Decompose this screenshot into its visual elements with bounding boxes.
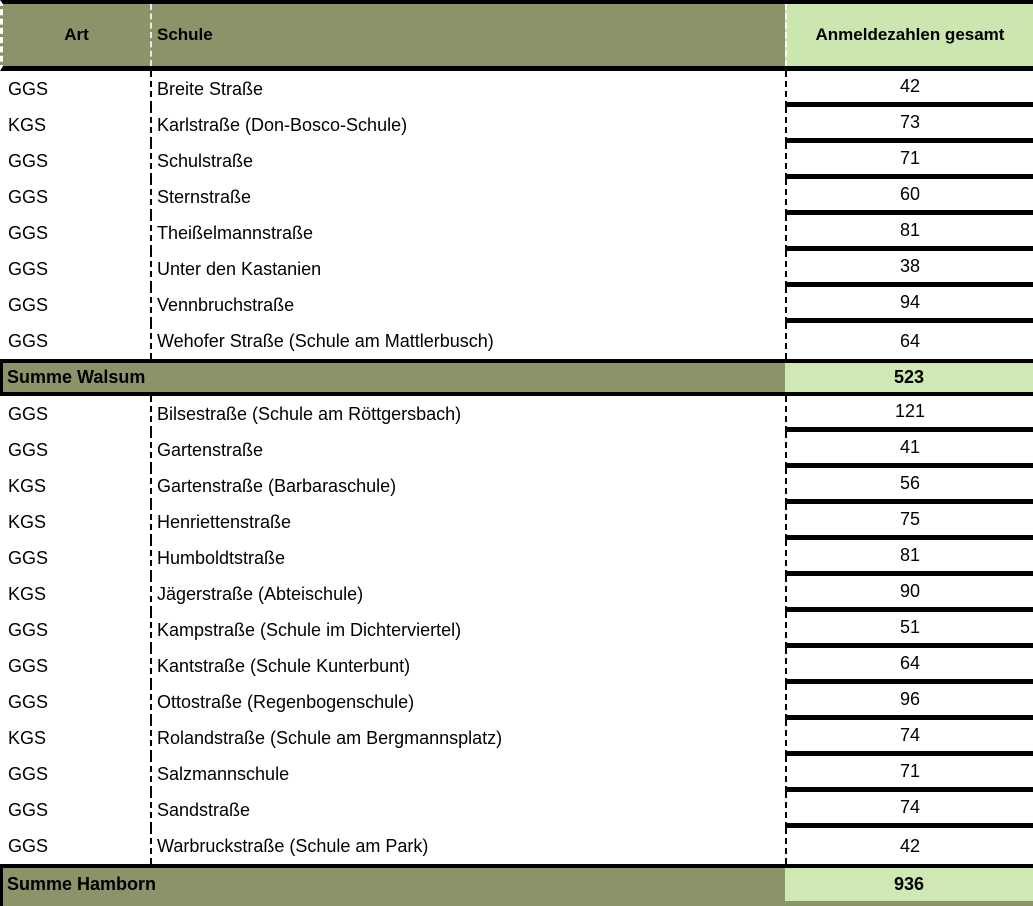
schule-cell: Schulstraße [150,143,785,179]
schule-cell: Breite Straße [150,71,785,107]
table-row [0,107,1033,143]
art-cell: GGS [8,330,49,351]
art-cell: GGS [8,294,49,315]
anmeldezahl-cell: 42 [785,828,1033,864]
anmeldezahl-cell: 51 [785,612,1033,648]
table-row [0,215,1033,251]
anmeldezahl-cell: 56 [785,468,1033,504]
anmeldezahl-cell: 96 [785,684,1033,720]
table-row [0,504,1033,540]
table-row [0,251,1033,287]
schule-cell: Kantstraße (Schule Kunterbunt) [150,648,785,684]
summary-label: Summe Hamborn [7,874,157,894]
schule-cell: Wehofer Straße (Schule am Mattlerbusch) [150,323,785,359]
summary-row [0,359,1033,396]
anmeldezahl-cell: 94 [785,287,1033,323]
anmeldezahl-cell: 64 [785,323,1033,359]
art-cell: GGS [8,222,49,243]
anmeldezahl-cell: 71 [785,143,1033,179]
table-row [0,576,1033,612]
art-cell: KGS [8,583,47,604]
art-cell: GGS [8,186,49,207]
column-header-schule: Schule [150,4,785,66]
table-header-row [0,0,1033,71]
table-body [0,71,1033,906]
art-cell: GGS [8,403,49,424]
anmeldezahl-cell: 71 [785,756,1033,792]
column-header-art: Art [64,25,89,44]
table-row [0,396,1033,432]
art-cell: GGS [8,691,49,712]
table-row [0,648,1033,684]
art-cell: GGS [8,78,49,99]
anmeldezahl-cell: 41 [785,432,1033,468]
art-cell: KGS [8,475,47,496]
table-row [0,828,1033,864]
table-row [0,540,1033,576]
anmeldezahl-cell: 81 [785,540,1033,576]
art-cell: GGS [8,439,49,460]
anmeldezahl-cell: 81 [785,215,1033,251]
art-cell: GGS [8,835,49,856]
table-row [0,71,1033,107]
schule-cell: Rolandstraße (Schule am Bergmannsplatz) [150,720,785,756]
schule-cell: Sternstraße [150,179,785,215]
table-row [0,684,1033,720]
anmeldezahl-cell: 60 [785,179,1033,215]
anmeldezahl-cell: 73 [785,107,1033,143]
table-row [0,792,1033,828]
schule-cell: Ottostraße (Regenbogenschule) [150,684,785,720]
summary-row [0,864,1033,906]
art-cell: KGS [8,114,47,135]
anmeldezahl-cell: 75 [785,504,1033,540]
schule-cell: Jägerstraße (Abteischule) [150,576,785,612]
schule-cell: Warbruckstraße (Schule am Park) [150,828,785,864]
table-row [0,179,1033,215]
anmeldezahl-cell: 38 [785,251,1033,287]
schule-cell: Gartenstraße (Barbaraschule) [150,468,785,504]
table-row [0,612,1033,648]
schule-cell: Humboldtstraße [150,540,785,576]
anmeldezahl-cell: 64 [785,648,1033,684]
table-row [0,756,1033,792]
summary-value: 523 [785,363,1033,392]
art-cell: KGS [8,727,47,748]
summary-value: 936 [785,868,1033,901]
art-cell: GGS [8,150,49,171]
art-cell: GGS [8,619,49,640]
column-header-anmeldezahlen-gesamt: Anmeldezahlen gesamt [785,4,1033,66]
schule-cell: Sandstraße [150,792,785,828]
art-cell: KGS [8,511,47,532]
schule-cell: Unter den Kastanien [150,251,785,287]
schule-cell: Henriettenstraße [150,504,785,540]
table-row [0,143,1033,179]
art-cell: GGS [8,258,49,279]
schule-cell: Kampstraße (Schule im Dichterviertel) [150,612,785,648]
anmeldezahl-cell: 121 [785,396,1033,432]
schule-cell: Bilsestraße (Schule am Röttgersbach) [150,396,785,432]
table-row [0,720,1033,756]
schule-cell: Gartenstraße [150,432,785,468]
anmeldezahl-cell: 90 [785,576,1033,612]
art-cell: GGS [8,763,49,784]
schule-cell: Karlstraße (Don-Bosco-Schule) [150,107,785,143]
anmeldezahl-cell: 74 [785,720,1033,756]
anmeldezahl-cell: 42 [785,71,1033,107]
table-row [0,468,1033,504]
table-row [0,323,1033,359]
summary-label: Summe Walsum [7,367,146,387]
schule-cell: Vennbruchstraße [150,287,785,323]
art-cell: GGS [8,799,49,820]
art-cell: GGS [8,547,49,568]
schule-cell: Salzmannschule [150,756,785,792]
art-cell: GGS [8,655,49,676]
table-row [0,287,1033,323]
anmeldezahl-cell: 74 [785,792,1033,828]
table-row [0,432,1033,468]
schule-cell: Theißelmannstraße [150,215,785,251]
